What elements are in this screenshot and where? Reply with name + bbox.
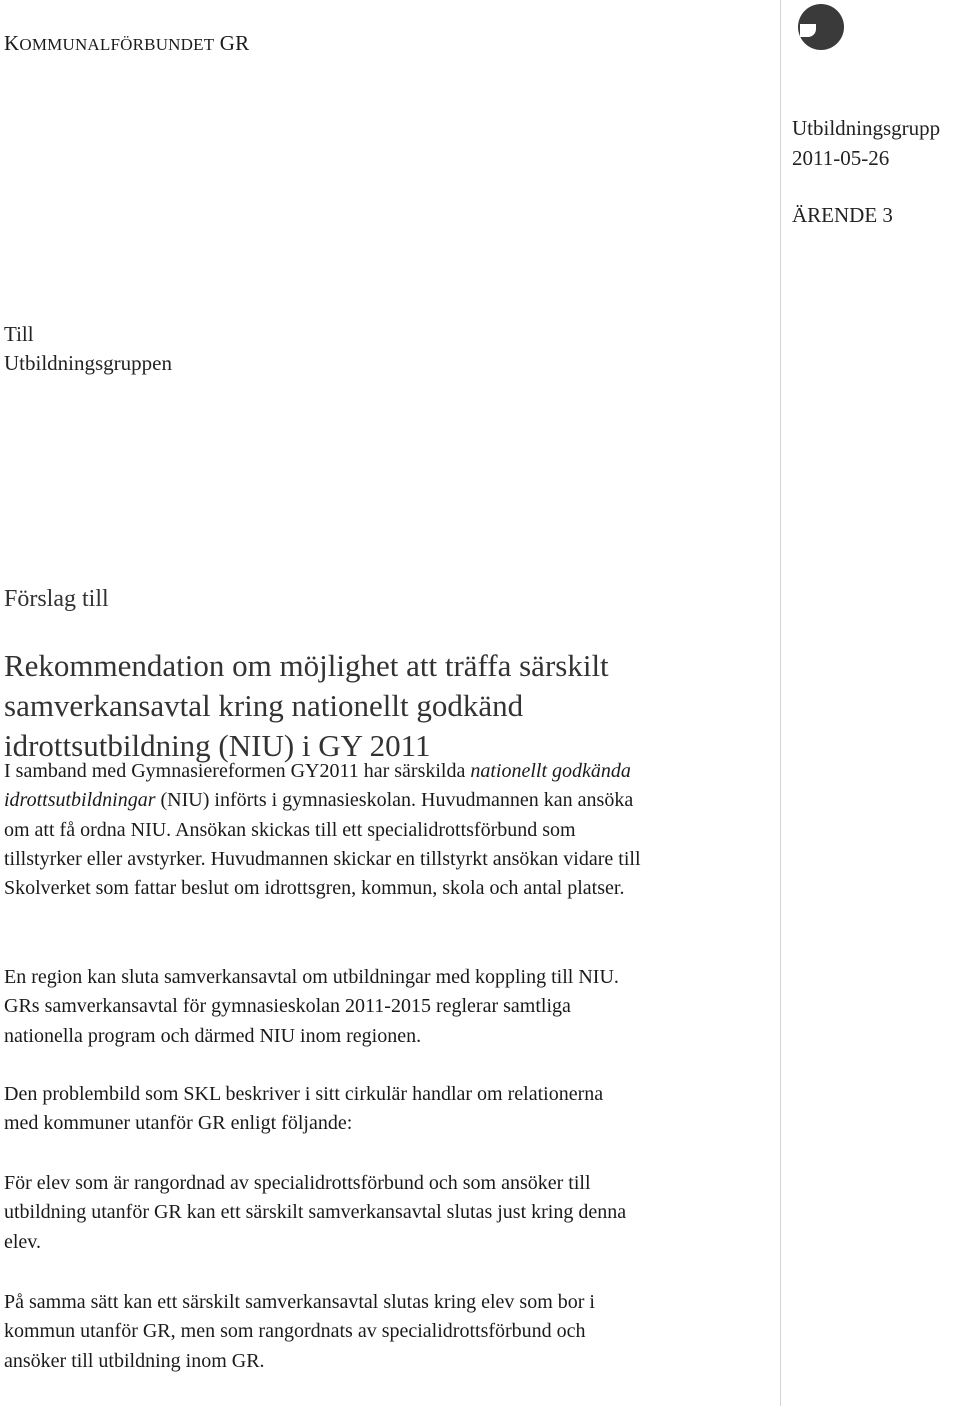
case-number: ÄRENDE 3 xyxy=(792,203,893,227)
text-line: med kommuner utanför GR enligt följande: xyxy=(4,1112,353,1135)
margin-rule xyxy=(780,0,781,1406)
title-line: Rekommendation om möjlighet att träffa särskilt xyxy=(4,648,609,683)
organization-name: KOMMUNALFÖRBUNDET GR xyxy=(4,31,250,55)
paragraph-region xyxy=(4,963,774,1051)
text-line: om att få ordna NIU. Ansökan skickas till ett specialidrottsförbund som xyxy=(4,818,576,841)
paragraph-case-inside xyxy=(4,1288,774,1376)
title-line: idrottsutbildning (NIU) i GY 2011 xyxy=(4,728,431,763)
address-line-1: Till xyxy=(4,322,34,346)
text-line: ansöker till utbildning inom GR. xyxy=(4,1349,265,1372)
text-line: GRs samverkansavtal för gymnasieskolan 2011-2015 reglerar samtliga xyxy=(4,995,571,1018)
text-line: En region kan sluta samverkansavtal om utbildningar med koppling till NIU. xyxy=(4,966,619,988)
text-line: elev. xyxy=(4,1230,42,1253)
emphasis: idrottsutbildningar xyxy=(4,789,156,812)
text-line: tillstyrker eller avstyrker. Huvudmannen skickar en tillstyrkt ansökan vidare till xyxy=(4,847,641,870)
document-date: 2011-05-26 xyxy=(792,146,890,170)
paragraph-case-outside xyxy=(4,1169,774,1257)
text-line: På samma sätt kan ett särskilt samverkansavtal slutas kring elev som bor i xyxy=(4,1291,595,1313)
text-line: För elev som är rangordnad av specialidrottsförbund och som ansöker till xyxy=(4,1172,591,1194)
recipient-group: Utbildningsgrupp xyxy=(792,116,941,140)
document-title xyxy=(4,646,764,766)
text-run: I samband med Gymnasiereformen GY2011 har särskilda xyxy=(4,760,471,782)
text-line: Skolverket som fattar beslut om idrottsgren, kommun, skola och antal platser. xyxy=(4,877,625,900)
emphasis: nationellt godkända xyxy=(470,760,631,782)
text-line: utbildning utanför GR kan ett särskilt samverkansavtal slutas just kring denna xyxy=(4,1201,627,1224)
pre-title: Förslag till xyxy=(4,586,109,612)
address-line-2: Utbildningsgruppen xyxy=(4,351,172,375)
text-line: nationella program och därmed NIU inom regionen. xyxy=(4,1024,422,1047)
paragraph-problem xyxy=(4,1080,774,1139)
text-run: (NIU) införts i gymnasieskolan. Huvudmannen kan ansöka xyxy=(155,789,634,812)
title-line: samverkansavtal kring nationellt godkänd xyxy=(4,688,524,723)
text-line: Den problembild som SKL beskriver i sitt cirkulär handlar om relationerna xyxy=(4,1083,604,1105)
text-line: kommun utanför GR, men som rangordnats av specialidrottsförbund och xyxy=(4,1320,586,1343)
paragraph-intro xyxy=(4,757,774,903)
